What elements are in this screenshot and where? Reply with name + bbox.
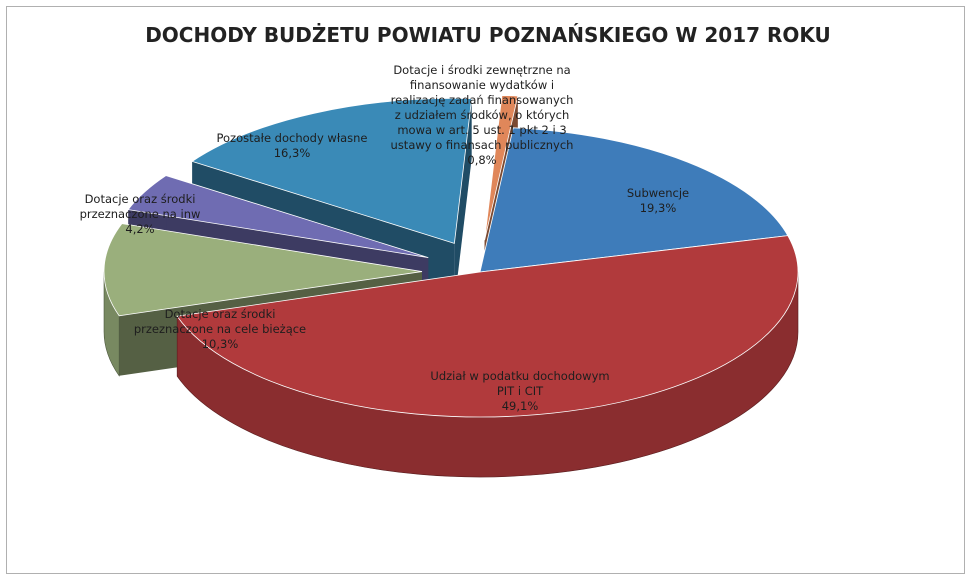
slice-label-0: Subwencje 19,3% xyxy=(626,186,690,215)
slice-label-5: Dotacje i środki zewnętrzne na finansowanie wydatków i realizację zadań finansowanych z udziałem środków, o których mowa w art. 5 ust. 1 pkt 2 i 3 ustawy o finansach publicznych 0,8% xyxy=(390,63,574,167)
slice-label-2: Dotacje oraz środki przeznaczone na cele bieżące 10,3% xyxy=(133,307,307,351)
slice-label-3: Dotacje oraz środki przeznaczone na inw 4,2% xyxy=(79,192,201,236)
chart-title: DOCHODY BUDŻETU POWIATU POZNAŃSKIEGO W 2017 ROKU xyxy=(145,23,831,47)
slice-label-4: Pozostałe dochody własne 16,3% xyxy=(216,131,368,160)
slice-label-1: Udział w podatku dochodowym PIT i CIT 49,1% xyxy=(430,369,610,413)
